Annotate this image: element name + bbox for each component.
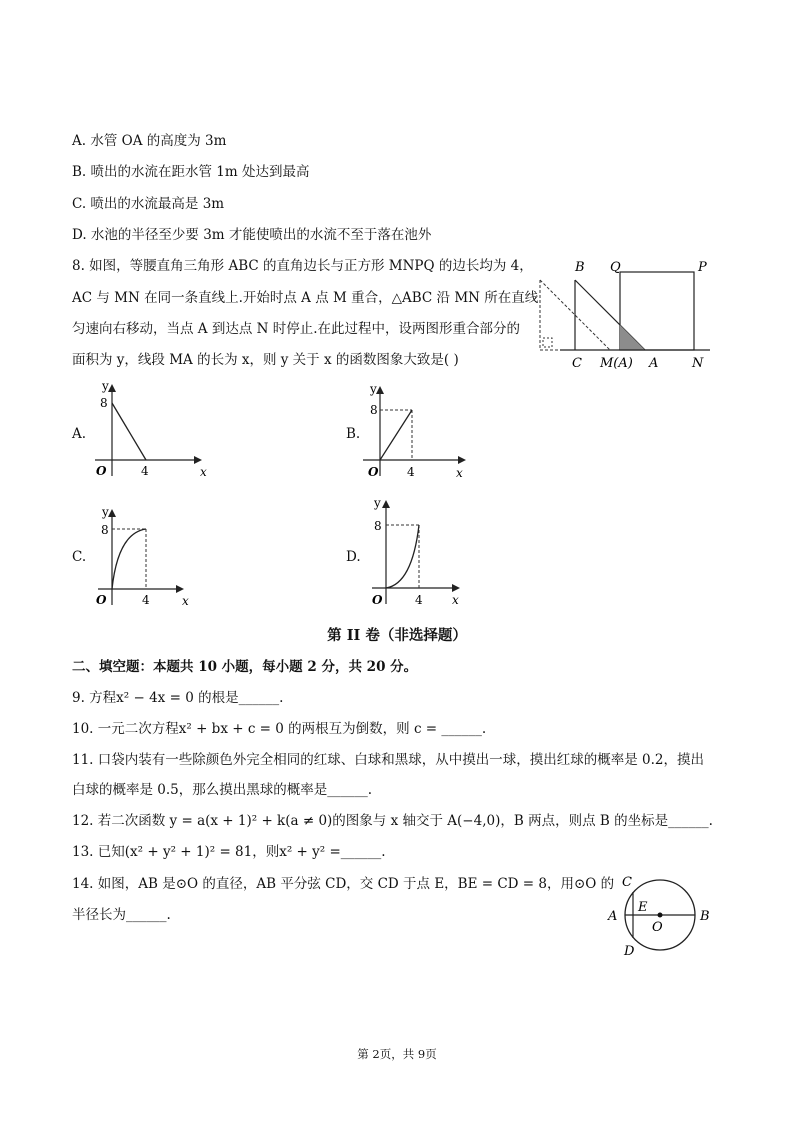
q8-option-b-curve: [380, 410, 412, 460]
q8-option-d-graph: [364, 496, 474, 610]
q8-option-d-yaxis: y: [374, 496, 381, 510]
q14-label-b: B: [700, 909, 710, 924]
q14-circle-figure: [600, 868, 720, 960]
q7-option-c: C. 喷出的水流最高是 3m: [72, 196, 225, 212]
q14-label-o: O: [652, 920, 663, 935]
q8-label-a: A: [649, 356, 659, 371]
q8-label-c: C: [572, 356, 582, 371]
q14-label-e: E: [638, 900, 648, 915]
q14-label-d: D: [624, 944, 635, 959]
q8-option-a-origin: O: [96, 464, 107, 478]
q7-option-b: B. 喷出的水流在距水管 1m 处达到最高: [72, 164, 310, 180]
q8-option-b-graph: [358, 382, 478, 482]
q11-line-2: 白球的概率是 0.5，那么摸出黑球的概率是______.: [72, 782, 373, 798]
q14-line-2: 半径长为______.: [72, 907, 171, 923]
section-title: 第 II 卷（非选择题）: [327, 627, 467, 644]
q8-stem-line-4: 面积为 y，线段 MA 的长为 x，则 y 关于 x 的函数图象大致是( ): [72, 352, 459, 368]
q8-option-d-curve: [386, 525, 419, 588]
section-heading: 二、填空题：本题共 10 小题，每小题 2 分，共 20 分。: [72, 659, 418, 675]
q8-option-c-yaxis: y: [102, 505, 109, 519]
q8-option-d-origin: O: [372, 593, 383, 607]
page-footer: 第 2页，共 9页: [357, 1047, 437, 1061]
q8-option-c-xaxis: x: [182, 594, 189, 608]
q8-option-d-ymark: 8: [374, 519, 382, 533]
q8-overlap-shaded: [620, 325, 645, 350]
q8-option-b-yaxis: y: [370, 382, 377, 396]
q8-option-b-label: B.: [346, 426, 361, 442]
q14-center-dot: [658, 913, 663, 918]
q8-option-d-xmark: 4: [415, 593, 423, 607]
q8-figure: [530, 255, 730, 375]
q8-option-b-xmark: 4: [407, 465, 415, 479]
q8-option-a-graph: [90, 378, 210, 478]
q8-stem-line-1: 8. 如图，等腰直角三角形 ABC 的直角边长与正方形 MNPQ 的边长均为 4，: [72, 258, 533, 274]
q8-option-a-curve: [112, 403, 146, 460]
q9-text: 9. 方程x² − 4x = 0 的根是______.: [72, 690, 284, 706]
q10-text: 10. 一元二次方程x² + bx + c = 0 的两根互为倒数，则 c = ______.: [72, 721, 487, 737]
q14-line-1: 14. 如图，AB 是⊙O 的直径，AB 平分弦 CD，交 CD 于点 E，BE = CD = 8，用⊙O 的: [72, 876, 615, 892]
q7-option-a: A. 水管 OA 的高度为 3m: [72, 133, 227, 149]
q7-option-d: D. 水池的半径至少要 3m 才能使喷出的水流不至于落在池外: [72, 227, 432, 243]
q8-stem-line-3: 匀速向右移动，当点 A 到达点 N 时停止.在此过程中，设两图形重合部分的: [72, 321, 521, 337]
q8-option-b-ymark: 8: [370, 403, 378, 417]
q12-text: 12. 若二次函数 y = a(x + 1)² + k(a ≠ 0)的图象与 x 轴交于 A(−4,0)，B 两点，则点 B 的坐标是______.: [72, 813, 713, 829]
q8-initial-triangle: [540, 280, 575, 350]
q8-option-b-xaxis: x: [456, 466, 463, 480]
q8-option-c-ymark: 8: [101, 523, 109, 537]
q11-line-1: 11. 口袋内装有一些除颜色外完全相同的红球、白球和黑球，从中摸出一球，摸出红球的概率是 0.2，摸出: [72, 752, 705, 768]
q8-option-d-xaxis: x: [452, 593, 459, 607]
q8-option-a-label: A.: [72, 426, 87, 442]
q8-option-c-origin: O: [96, 593, 107, 607]
q14-label-c: C: [622, 875, 632, 890]
q8-option-a-ymark: 8: [100, 396, 108, 410]
q8-option-c-graph: [90, 505, 200, 610]
q8-option-d-label: D.: [346, 549, 361, 565]
q8-label-n: N: [692, 356, 704, 371]
q14-label-a: A: [608, 909, 618, 924]
q8-label-p: P: [698, 260, 707, 275]
q8-label-b: B: [575, 260, 585, 275]
q8-option-c-curve: [112, 529, 146, 589]
q8-option-b-origin: O: [368, 465, 379, 479]
q8-option-a-xmark: 4: [141, 464, 149, 478]
q8-option-c-label: C.: [72, 549, 87, 565]
q8-option-a-xaxis: x: [200, 465, 207, 478]
q8-label-m: M(A): [600, 356, 633, 371]
q8-stem-line-2: AC 与 MN 在同一条直线上.开始时点 A 点 M 重合，△ABC 沿 MN 所在直线: [72, 290, 539, 306]
q8-label-q: Q: [610, 260, 621, 275]
q13-text: 13. 已知(x² + y² + 1)² = 81，则x² + y² =______.: [72, 844, 386, 860]
q8-option-c-xmark: 4: [142, 593, 150, 607]
q8-right-angle-mark: [543, 338, 552, 347]
q8-option-a-yaxis: y: [102, 379, 109, 393]
